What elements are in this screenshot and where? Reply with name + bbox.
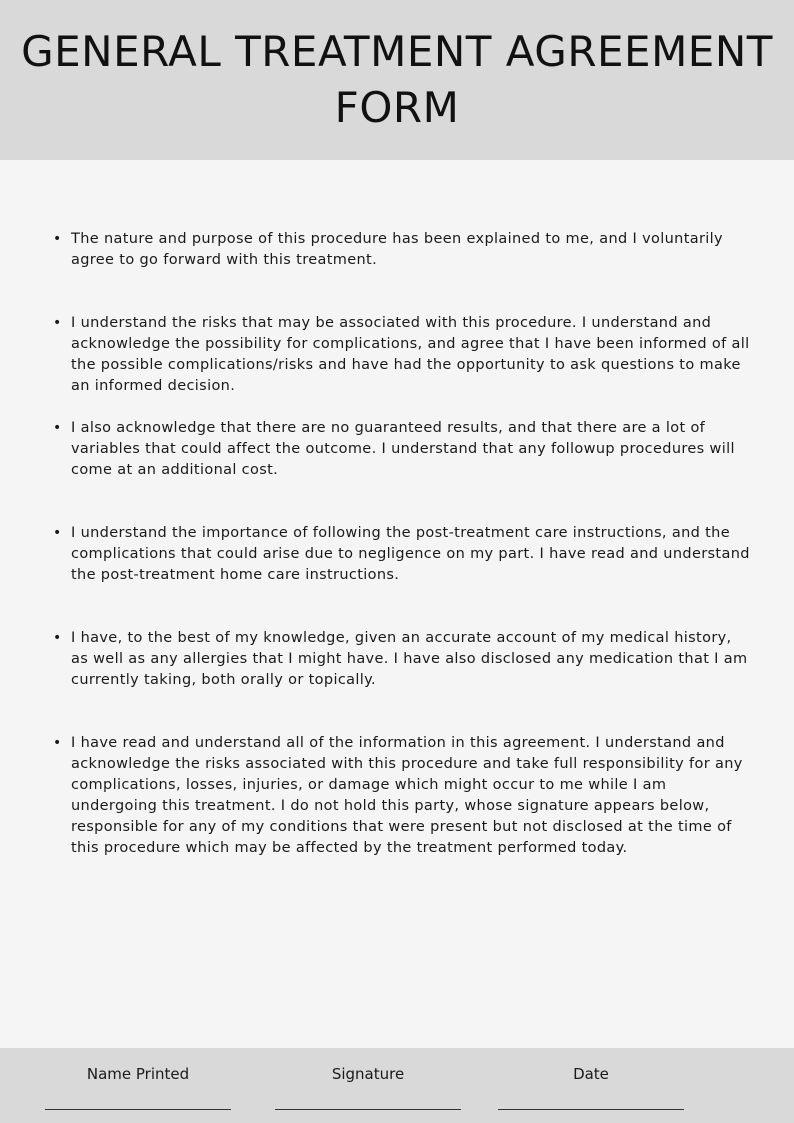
- clause-text: I have read and understand all of the information in this agreement. I understand and acknowledge the risks associated with this procedure and take full responsibility for any complications, losses, injuries, or damage which might occur to me while I am undergoing this treatment. I do not hold this party, whose signature appears below, responsible for any of my conditions that were present but not disclosed at the time of this procedure which may be affected by the treatment performed today.: [71, 735, 743, 856]
- bullet-icon: •: [53, 630, 62, 646]
- clause-risks: [53, 313, 751, 397]
- bullet-icon: •: [53, 420, 62, 436]
- date-label: Date: [573, 1065, 609, 1083]
- signature-field[interactable]: [275, 1064, 461, 1112]
- date-line[interactable]: [498, 1109, 684, 1110]
- signature-line[interactable]: [275, 1109, 461, 1110]
- bullet-icon: •: [53, 735, 62, 751]
- name-printed-label: Name Printed: [86, 1065, 190, 1083]
- date-field[interactable]: [498, 1064, 684, 1112]
- clause-text: I understand the importance of following the post-treatment care instructions, and the complications that could arise due to negligence on my part. I have read and understand the post-treatment home care instructions.: [71, 525, 750, 583]
- bullet-icon: •: [53, 525, 62, 541]
- page-title: GENERAL TREATMENT AGREEMENT FORM: [21, 27, 773, 132]
- signature-label: Signature: [331, 1065, 405, 1083]
- bullet-icon: •: [53, 315, 62, 331]
- name-printed-line[interactable]: [45, 1109, 231, 1110]
- clause-medical-history: [53, 628, 751, 691]
- clause-full-responsibility: [53, 733, 751, 859]
- clause-text: I understand the risks that may be associated with this procedure. I understand and acknowledge the possibility for complications, and agree that I have been informed of all the possible complications/risks and have had the opportunity to ask questions to make an informed decision.: [71, 315, 750, 394]
- clause-text: I also acknowledge that there are no guaranteed results, and that there are a lot of variables that could affect the outcome. I understand that any followup procedures will come at an additional cost.: [71, 420, 735, 478]
- clause-text: The nature and purpose of this procedure has been explained to me, and I voluntarily agree to go forward with this treatment.: [71, 231, 723, 268]
- clause-aftercare: [53, 523, 751, 586]
- clause-nature-purpose: [53, 229, 751, 271]
- clause-no-guarantee: [53, 418, 751, 481]
- clause-text: I have, to the best of my knowledge, given an accurate account of my medical history, as well as any allergies that I might have. I have also disclosed any medication that I am currently taking, both orally or topically.: [71, 630, 748, 688]
- name-printed-field[interactable]: [45, 1064, 231, 1112]
- bullet-icon: •: [53, 231, 62, 247]
